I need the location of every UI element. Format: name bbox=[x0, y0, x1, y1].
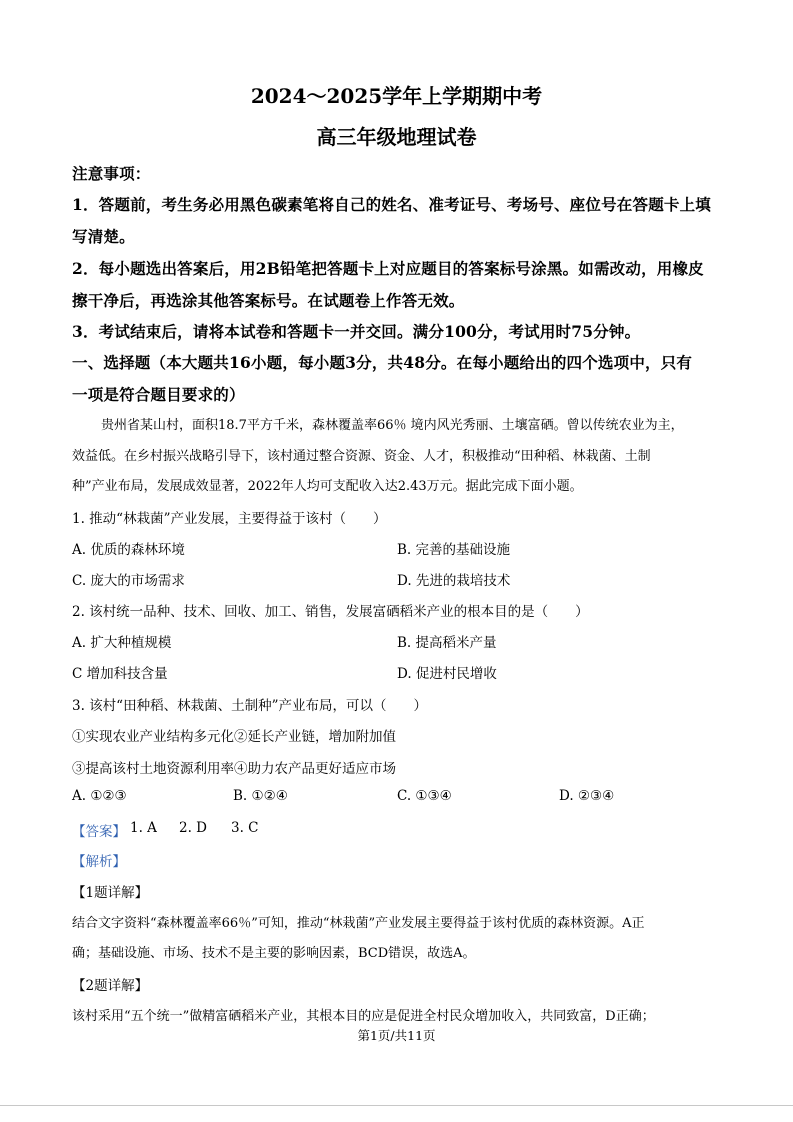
question-3-stem: 3. 该村“田种稻、林栽菌、土制种”产业布局，可以（ ） bbox=[72, 698, 427, 714]
detail-1-line-2: 确；基础设施、市场、技术不是主要的影响因素，BCD错误，故选A。 bbox=[72, 946, 476, 961]
section-heading-cont: 一项是符合题目要求的） bbox=[72, 385, 245, 404]
question-2-stem: 2. 该村统一品种、技术、回收、加工、销售，发展富硒稻米产业的根本目的是（ ） bbox=[72, 604, 589, 620]
answer-2: 2. D bbox=[179, 820, 207, 836]
answer-3: 3. C bbox=[231, 820, 259, 836]
section-heading: 一、选择题（本大题共16小题，每小题3分，共48分。在每小题给出的四个选项中，只有 bbox=[72, 353, 693, 372]
question-2-option-a: A. 扩大种植规模 bbox=[72, 635, 172, 651]
detail-1-line-1: 结合文字资料“森林覆盖率66％”可知，推动“林栽菌”产业发展主要得益于该村优质的森林资源。A正 bbox=[72, 916, 645, 931]
page-bottom-divider bbox=[0, 1105, 793, 1106]
question-3-statements-1: ①实现农业产业结构多元化②延长产业链，增加附加值 bbox=[72, 729, 396, 745]
passage-line-1: 贵州省某山村，面积18.7平方千米，森林覆盖率66％ 境内风光秀丽、土壤富硒。曾以传统农业为主， bbox=[101, 418, 684, 433]
question-1-option-a: A. 优质的森林环境 bbox=[72, 542, 185, 558]
notice-item-1: 1．答题前，考生务必用黑色碳素笔将自己的姓名、准考证号、考场号、座位号在答题卡上填 bbox=[72, 195, 711, 214]
analysis-label: 【解析】 bbox=[72, 854, 126, 870]
notice-heading: 注意事项： bbox=[72, 164, 151, 183]
exam-subtitle: 高三年级地理试卷 bbox=[316, 125, 477, 149]
answer-1: 1. A bbox=[130, 820, 157, 836]
notice-item-3: 3．考试结束后，请将本试卷和答题卡一并交回。满分100分，考试用时75分钟。 bbox=[72, 322, 641, 341]
question-1-option-c: C. 庞大的市场需求 bbox=[72, 573, 185, 589]
passage-line-2: 效益低。在乡村振兴战略引导下，该村通过整合资源、资金、人才，积极推动“田种稻、林栽菌、土制 bbox=[72, 449, 651, 464]
page-number: 第1页/共11页 bbox=[357, 1028, 436, 1043]
question-3-option-a: A. ①②③ bbox=[72, 788, 127, 804]
question-3-option-b: B. ①②④ bbox=[233, 788, 288, 804]
question-2-option-c: C 增加科技含量 bbox=[72, 666, 168, 682]
question-3-option-d: D. ②③④ bbox=[559, 788, 615, 804]
question-1-stem: 1. 推动“林栽菌”产业发展，主要得益于该村（ ） bbox=[72, 511, 387, 527]
answer-label: 【答案】 bbox=[72, 824, 126, 840]
passage-line-3: 种”产业布局，发展成效显著，2022年人均可支配收入达2.43万元。据此完成下面小题。 bbox=[72, 479, 583, 494]
notice-item-1-cont: 写清楚。 bbox=[72, 227, 135, 246]
notice-item-2-cont: 擦干净后，再选涂其他答案标号。在试题卷上作答无效。 bbox=[72, 291, 465, 310]
question-3-option-c: C. ①③④ bbox=[397, 788, 452, 804]
question-1-option-b: B. 完善的基础设施 bbox=[397, 542, 511, 558]
detail-2-heading: 【2题详解】 bbox=[72, 978, 149, 994]
question-1-option-d: D. 先进的栽培技术 bbox=[397, 573, 511, 589]
detail-2-line-1: 该村采用“五个统一”做精富硒稻米产业，其根本目的应是促进全村民众增加收入，共同致富，D正确； bbox=[72, 1009, 655, 1024]
question-2-option-b: B. 提高稻米产量 bbox=[397, 635, 497, 651]
notice-item-2: 2．每小题选出答案后，用2B铅笔把答题卡上对应题目的答案标号涂黑。如需改动，用橡皮 bbox=[72, 259, 704, 278]
exam-title: 2024～2025学年上学期期中考 bbox=[250, 84, 543, 108]
question-2-option-d: D. 促进村民增收 bbox=[397, 666, 497, 682]
question-3-statements-2: ③提高该村土地资源利用率④助力农产品更好适应市场 bbox=[72, 761, 396, 777]
detail-1-heading: 【1题详解】 bbox=[72, 885, 149, 901]
